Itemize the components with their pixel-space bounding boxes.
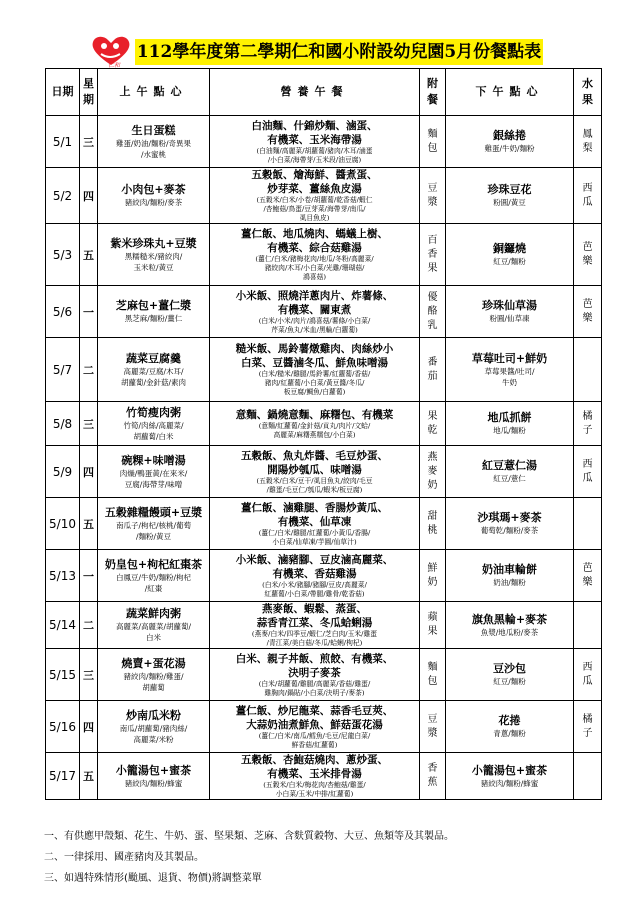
lunch-dishes: 有機菜、仙草凍 bbox=[277, 515, 352, 528]
pm-snack-cell bbox=[446, 402, 574, 446]
pm-snack-name: 沙琪瑪+麥茶 bbox=[477, 511, 542, 524]
lunch-ingredients: /雞蛋/毛豆仁/瓠瓜/蝦米/板豆腐) bbox=[266, 485, 363, 494]
am-snack-ingredients: 豬絞肉/麵粉/雞蛋/ bbox=[123, 671, 184, 681]
side-text: 豆漿 bbox=[427, 182, 438, 208]
weekday-cell: 四 bbox=[80, 168, 98, 224]
am-snack-cell bbox=[98, 338, 210, 402]
pm-snack-cell bbox=[446, 550, 574, 602]
fruit-cell bbox=[574, 446, 602, 498]
lunch-ingredients: (薑仁/白米/雞腿/紅蘿蔔/小黃瓜/香腸/ bbox=[258, 528, 371, 537]
am-snack-ingredients: 肉燥/鴨蛋黃/在來米/ bbox=[119, 468, 188, 478]
pm-snack-cell bbox=[446, 649, 574, 701]
menu-row bbox=[46, 649, 602, 701]
lunch-ingredients: 小白菜/仙草凍/芋圓/仙草汁) bbox=[272, 537, 357, 546]
weekday-cell: 五 bbox=[80, 753, 98, 800]
lunch-dishes: 蒜香青江菜、冬瓜蛤蜊湯 bbox=[256, 617, 373, 629]
pm-snack-cell bbox=[446, 224, 574, 286]
menu-row bbox=[46, 286, 602, 338]
am-snack-ingredients: 黑糯糙米/豬絞肉/ bbox=[124, 251, 183, 261]
lunch-dishes: 有機菜、玉米海帶湯 bbox=[267, 133, 362, 146]
am-snack-cell bbox=[98, 602, 210, 649]
lunch-ingredients: 鴻喜菇) bbox=[302, 273, 327, 281]
notes bbox=[44, 826, 454, 889]
side-text: 香蕉 bbox=[427, 763, 438, 788]
pm-snack-name: 紅豆薏仁湯 bbox=[482, 459, 537, 472]
fruit-cell bbox=[574, 649, 602, 701]
lunch-dishes: 小米飯、滷豬腳、豆皮滷高麗菜、 bbox=[235, 553, 394, 566]
lunch-ingredients: 高麗菜/麻糬燕糯包/小白菜) bbox=[273, 430, 356, 439]
fruit-text: 鳳梨 bbox=[582, 128, 593, 154]
pm-snack-name: 銀絲捲 bbox=[493, 129, 526, 142]
weekday-cell: 四 bbox=[80, 701, 98, 753]
am-snack-ingredients: 胡蘿蔔/金針菇/素肉 bbox=[120, 377, 187, 387]
header-pm-snack: 下午點心 bbox=[446, 69, 574, 116]
am-snack-name: 小肉包+麥茶 bbox=[121, 183, 186, 196]
fruit-text: 西瓜 bbox=[582, 182, 593, 208]
header-am-snack: 上午點心 bbox=[98, 69, 210, 116]
logo-caption: 仁和 bbox=[108, 62, 121, 69]
date-cell: 5/15 bbox=[46, 649, 80, 701]
side-text: 鮮奶 bbox=[427, 562, 438, 588]
lunch-ingredients: (五穀米/白米/梅花肉/杏鮑菇/雞蛋/ bbox=[263, 781, 366, 789]
am-snack-cell bbox=[98, 753, 210, 800]
lunch-cell bbox=[210, 338, 420, 402]
lunch-dishes: 五穀飯、杏鮑菇燒肉、蔥炒蛋、 bbox=[241, 754, 388, 766]
lunch-cell bbox=[210, 224, 420, 286]
lunch-ingredients: (白油麵/高麗菜/胡蘿蔔/豬肉/木耳/滷蛋 bbox=[256, 146, 373, 155]
fruit-cell bbox=[574, 602, 602, 649]
pm-snack-name: 旗魚黑輪+麥茶 bbox=[471, 612, 548, 626]
pm-snack-cell bbox=[446, 753, 574, 800]
pm-snack-ingredients: 奶油/麵粉 bbox=[493, 578, 526, 587]
lunch-ingredients: 芹菜/魚丸/米血/黑輪/白蘿蔔) bbox=[271, 325, 358, 334]
weekday-cell: 三 bbox=[80, 402, 98, 446]
fruit-text: 芭樂 bbox=[582, 298, 593, 324]
weekday-cell: 三 bbox=[80, 649, 98, 701]
weekday-cell: 五 bbox=[80, 224, 98, 286]
am-snack-cell bbox=[98, 498, 210, 550]
am-snack-ingredients: 竹筍/肉絲/高麗菜/ bbox=[123, 420, 184, 430]
fruit-cell bbox=[574, 550, 602, 602]
weekday-cell: 一 bbox=[80, 550, 98, 602]
lunch-cell bbox=[210, 498, 420, 550]
weekday-cell: 一 bbox=[80, 286, 98, 338]
lunch-dishes: 意麵、鍋燒意麵、麻糬包、有機菜 bbox=[235, 408, 394, 421]
pm-snack-ingredients: 牛奶 bbox=[502, 377, 517, 387]
lunch-ingredients: 虱目魚皮) bbox=[299, 214, 330, 222]
lunch-dishes: 五穀飯、燴海鮮、醬煮蛋、 bbox=[251, 169, 378, 181]
side-cell bbox=[420, 446, 446, 498]
lunch-dishes: 白菜、豆醬滷冬瓜、鮮魚味噌湯 bbox=[241, 357, 388, 369]
weekday-cell: 二 bbox=[80, 602, 98, 649]
date-cell: 5/9 bbox=[46, 446, 80, 498]
lunch-ingredients: (薑仁/白米/豬梅花肉/地瓜/冬粉/高麗菜/ bbox=[255, 255, 374, 263]
lunch-ingredients: /小白菜/海帶芽/玉米段/油豆腐) bbox=[267, 155, 362, 164]
side-text: 甜桃 bbox=[427, 510, 438, 536]
pm-snack-ingredients: 雞蛋/牛奶/麵粉 bbox=[484, 144, 535, 153]
pm-snack-ingredients: 葡萄乾/麵粉/麥茶 bbox=[480, 526, 539, 535]
side-cell bbox=[420, 224, 446, 286]
header-row bbox=[46, 69, 602, 116]
am-snack-name: 碗粿+味噌湯 bbox=[121, 453, 186, 467]
lunch-dishes: 開陽炒瓠瓜、味噌湯 bbox=[267, 463, 362, 476]
lunch-dishes: 有機菜、關東煮 bbox=[277, 303, 352, 316]
am-snack-ingredients: 白鳳豆/牛奶/麵粉/枸杞 bbox=[115, 572, 192, 582]
lunch-ingredients: 板豆腐/鯛魚/白蘿蔔) bbox=[283, 388, 346, 396]
note-item: 二、一律採用、國產豬肉及其製品。 bbox=[44, 852, 204, 863]
am-snack-name: 奶皇包+枸杞紅棗茶 bbox=[104, 557, 203, 571]
am-snack-ingredients: 玉米粒/黃豆 bbox=[133, 262, 174, 272]
date-cell: 5/14 bbox=[46, 602, 80, 649]
menu-row bbox=[46, 753, 602, 800]
page-title: 112學年度第二學期仁和國小附設幼兒園5月份餐點表 bbox=[135, 39, 543, 65]
pm-snack-name: 小籠湯包+蜜茶 bbox=[471, 763, 548, 777]
side-text: 優酪乳 bbox=[427, 291, 438, 331]
header-lunch: 營養午餐 bbox=[210, 69, 420, 116]
lunch-cell bbox=[210, 446, 420, 498]
pm-snack-ingredients: 紅豆/麵粉 bbox=[493, 677, 526, 686]
side-cell bbox=[420, 402, 446, 446]
lunch-dishes: 五穀飯、魚丸炸醬、毛豆炒蛋、 bbox=[241, 449, 388, 462]
lunch-cell bbox=[210, 701, 420, 753]
lunch-ingredients: (薑仁/白米/南瓜/鱈魚/毛豆/尼龍白菜/ bbox=[258, 731, 371, 740]
am-snack-name: 蔬菜豆腐羹 bbox=[126, 351, 181, 365]
side-cell bbox=[420, 338, 446, 402]
fruit-text: 芭樂 bbox=[582, 562, 593, 588]
pm-snack-ingredients: 魚漿/地瓜粉/麥茶 bbox=[480, 627, 539, 637]
am-snack-name: 燒賣+蛋花湯 bbox=[121, 656, 186, 670]
pm-snack-cell bbox=[446, 701, 574, 753]
am-snack-ingredients: /水蜜桃 bbox=[140, 149, 167, 159]
note-item: 三、如遇特殊情形(颱風、退貨、物價)將調整菜單 bbox=[44, 873, 262, 884]
pm-snack-cell bbox=[446, 338, 574, 402]
pm-snack-name: 地瓜抓餅 bbox=[487, 411, 532, 424]
lunch-ingredients: (燕麥/白米/四季豆/蝦仁/芝白肉/玉米/雞蛋 bbox=[251, 630, 378, 638]
lunch-ingredients: 小白菜/玉米/中排/紅蘿蔔) bbox=[275, 790, 354, 798]
lunch-dishes: 有機菜、綜合菇雞湯 bbox=[267, 242, 362, 254]
pm-snack-name: 珍珠仙草湯 bbox=[482, 299, 537, 312]
lunch-cell bbox=[210, 550, 420, 602]
note-item: 一、有供應甲殼類、花生、牛奶、蛋、堅果類、芝麻、含麩質穀物、大豆、魚類等及其製品。 bbox=[44, 831, 454, 842]
lunch-cell bbox=[210, 753, 420, 800]
pm-snack-name: 花捲 bbox=[498, 714, 521, 727]
am-snack-ingredients: /麵粉/黃豆 bbox=[135, 531, 172, 541]
header-side: 附餐 bbox=[420, 69, 446, 116]
menu-body bbox=[46, 116, 602, 800]
am-snack-ingredients: 南瓜/胡蘿蔔/豬肉絲/ bbox=[119, 723, 188, 733]
header-date: 日期 bbox=[46, 69, 80, 116]
lunch-dishes: 小米飯、照燒洋蔥肉片、炸薯條、 bbox=[235, 289, 394, 302]
lunch-dishes: 決明子麥茶 bbox=[288, 666, 341, 679]
side-cell bbox=[420, 649, 446, 701]
lunch-ingredients: 紅蘿蔔/小白菜/帶腿/雞骨/乾香菇) bbox=[264, 589, 365, 598]
lunch-ingredients: 豬絞肉/木耳/小白菜/光雞/珊瑚菇/ bbox=[264, 264, 365, 272]
fruit-cell bbox=[574, 286, 602, 338]
pm-snack-ingredients: 粉圓/仙草凍 bbox=[489, 314, 530, 323]
am-snack-cell bbox=[98, 701, 210, 753]
date-cell: 5/6 bbox=[46, 286, 80, 338]
am-snack-cell bbox=[98, 446, 210, 498]
am-snack-cell bbox=[98, 402, 210, 446]
pm-snack-name: 珍珠豆花 bbox=[487, 183, 532, 196]
side-cell bbox=[420, 168, 446, 224]
lunch-dishes: 薑仁飯、滷雞腿、香腸炒黃瓜、 bbox=[241, 501, 388, 514]
fruit-text: 橘子 bbox=[582, 410, 593, 436]
header-fruit: 水果 bbox=[574, 69, 602, 116]
lunch-dishes: 薑仁飯、炒尼龍菜、蒜香毛豆莢、 bbox=[235, 704, 394, 717]
lunch-ingredients: (白米/胡蘿蔔/雞腿/高麗菜/香菇/雞蛋/ bbox=[258, 679, 371, 688]
am-snack-name: 五穀雜糧饅頭+豆漿 bbox=[104, 505, 203, 519]
pm-snack-cell bbox=[446, 116, 574, 168]
school-logo bbox=[90, 34, 132, 68]
date-cell: 5/17 bbox=[46, 753, 80, 800]
am-snack-ingredients: /紅棗 bbox=[144, 583, 163, 593]
am-snack-ingredients: 高麗菜/高麗菜/胡蘿蔔/ bbox=[115, 622, 192, 631]
lunch-cell bbox=[210, 602, 420, 649]
lunch-cell bbox=[210, 286, 420, 338]
fruit-cell bbox=[574, 753, 602, 800]
pm-snack-ingredients: 紅豆/薏仁 bbox=[493, 474, 526, 483]
fruit-cell bbox=[574, 701, 602, 753]
am-snack-ingredients: 高麗菜/豆腐/木耳/ bbox=[123, 366, 184, 376]
menu-row bbox=[46, 602, 602, 649]
am-snack-ingredients: 豆腐/海帶芽/味噌 bbox=[124, 479, 183, 489]
am-snack-name: 炒南瓜米粉 bbox=[126, 708, 181, 722]
date-cell: 5/2 bbox=[46, 168, 80, 224]
pm-snack-ingredients: 豬絞肉/麵粉/蜂蜜 bbox=[480, 778, 539, 788]
menu-row bbox=[46, 498, 602, 550]
am-snack-cell bbox=[98, 116, 210, 168]
am-snack-ingredients: 胡蘿蔔/白米 bbox=[133, 431, 174, 441]
side-text: 麵包 bbox=[427, 128, 438, 154]
lunch-dishes: 炒芽菜、薑絲魚皮湯 bbox=[267, 183, 362, 195]
lunch-ingredients: /杏鮑菇/鳥蛋/豆芽菜/海帶芽/南瓜/ bbox=[263, 205, 366, 213]
am-snack-ingredients: 白米 bbox=[146, 633, 161, 642]
side-cell bbox=[420, 116, 446, 168]
side-text: 蘋果 bbox=[427, 612, 438, 637]
menu-row bbox=[46, 338, 602, 402]
am-snack-name: 竹筍瘦肉粥 bbox=[126, 405, 181, 419]
am-snack-cell bbox=[98, 286, 210, 338]
menu-row bbox=[46, 550, 602, 602]
fruit-text: 芭樂 bbox=[582, 241, 593, 267]
date-cell: 5/1 bbox=[46, 116, 80, 168]
am-snack-name: 紫米珍珠丸+豆漿 bbox=[110, 236, 197, 250]
pm-snack-name: 銅鑼燒 bbox=[493, 242, 526, 255]
side-text: 燕麥奶 bbox=[427, 451, 438, 491]
menu-row bbox=[46, 168, 602, 224]
lunch-ingredients: /青江菜/美白菇/冬瓜/蛤蜊/枸杞) bbox=[266, 639, 363, 647]
side-cell bbox=[420, 286, 446, 338]
am-snack-name: 蔬菜鮮肉粥 bbox=[126, 607, 181, 620]
am-snack-ingredients: 雞蛋/奶油/麵粉/奇異果 bbox=[115, 138, 192, 148]
menu-table bbox=[45, 68, 602, 800]
pm-snack-name: 奶油車輪餅 bbox=[482, 563, 537, 576]
side-text: 豆漿 bbox=[427, 713, 438, 739]
date-cell: 5/16 bbox=[46, 701, 80, 753]
pm-snack-ingredients: 紅豆/麵粉 bbox=[493, 257, 526, 266]
pm-snack-cell bbox=[446, 168, 574, 224]
fruit-cell bbox=[574, 498, 602, 550]
weekday-cell: 四 bbox=[80, 446, 98, 498]
am-snack-ingredients: 豬絞肉/麵粉/麥茶 bbox=[124, 198, 183, 207]
lunch-ingredients: (五穀米/白米/豆干/虱目魚丸/絞肉/毛豆 bbox=[256, 476, 373, 485]
pm-snack-name: 草莓吐司+鮮奶 bbox=[471, 351, 548, 365]
fruit-text: 西瓜 bbox=[582, 661, 593, 687]
side-cell bbox=[420, 498, 446, 550]
lunch-cell bbox=[210, 649, 420, 701]
lunch-dishes: 燕麥飯、蝦鬆、蒸蛋、 bbox=[262, 603, 367, 615]
am-snack-ingredients: 胡蘿蔔 bbox=[142, 682, 165, 692]
pm-snack-ingredients: 地瓜/麵粉 bbox=[493, 426, 526, 435]
fruit-cell bbox=[574, 168, 602, 224]
lunch-cell bbox=[210, 402, 420, 446]
side-text: 百香果 bbox=[427, 234, 438, 274]
pm-snack-ingredients: 青蔥/麵粉 bbox=[493, 729, 526, 738]
pm-snack-cell bbox=[446, 602, 574, 649]
fruit-cell bbox=[574, 224, 602, 286]
lunch-cell bbox=[210, 116, 420, 168]
fruit-cell bbox=[574, 338, 602, 402]
menu-row bbox=[46, 402, 602, 446]
lunch-ingredients: (白米/糙米/雞腿/馬鈴薯/紅蘿蔔/香菇/ bbox=[258, 370, 371, 378]
fruit-text: 橘子 bbox=[582, 713, 593, 739]
menu-row bbox=[46, 701, 602, 753]
header-weekday: 星期 bbox=[80, 69, 98, 116]
fruit-cell bbox=[574, 402, 602, 446]
lunch-dishes: 有機菜、香菇雞湯 bbox=[272, 567, 357, 580]
lunch-dishes: 糙米飯、馬鈴薯燉雞肉、肉絲炒小 bbox=[235, 343, 394, 355]
weekday-cell: 三 bbox=[80, 116, 98, 168]
pm-snack-ingredients: 粉圓/黃豆 bbox=[493, 198, 526, 207]
lunch-dishes: 大蒜奶油煮鮮魚、鮮菇蛋花湯 bbox=[246, 718, 383, 731]
lunch-dishes: 薑仁飯、地瓜燒肉、螞蟻上樹、 bbox=[241, 228, 388, 240]
lunch-ingredients: 豬肉/紅蘿蔔/小白菜/黃豆醬/冬瓜/ bbox=[264, 379, 365, 387]
pm-snack-cell bbox=[446, 446, 574, 498]
am-snack-ingredients: 南瓜子/枸杞/核桃/葡萄 bbox=[115, 520, 192, 530]
date-cell: 5/8 bbox=[46, 402, 80, 446]
am-snack-cell bbox=[98, 224, 210, 286]
date-cell: 5/7 bbox=[46, 338, 80, 402]
lunch-ingredients: 雞胸肉/鍋貼/小白菜/決明子/麥茶) bbox=[264, 688, 365, 697]
pm-snack-cell bbox=[446, 498, 574, 550]
lunch-ingredients: (五穀米/白米/小卷/胡蘿蔔/乾香菇/蝦仁 bbox=[256, 196, 373, 204]
lunch-dishes: 有機菜、玉米排骨湯 bbox=[267, 768, 362, 780]
am-snack-cell bbox=[98, 649, 210, 701]
lunch-cell bbox=[210, 168, 420, 224]
side-cell bbox=[420, 701, 446, 753]
am-snack-name: 小籠湯包+蜜茶 bbox=[115, 763, 192, 777]
weekday-cell: 五 bbox=[80, 498, 98, 550]
lunch-dishes: 白米、親子丼飯、煎餃、有機菜、 bbox=[235, 652, 394, 665]
date-cell: 5/13 bbox=[46, 550, 80, 602]
am-snack-ingredients: 黑芝麻/麵粉/薑仁 bbox=[124, 314, 183, 323]
lunch-ingredients: 鮮香菇/紅蘿蔔) bbox=[291, 740, 338, 749]
pm-snack-cell bbox=[446, 286, 574, 338]
am-snack-name: 生日蛋糕 bbox=[131, 123, 176, 137]
lunch-ingredients: (白米/小米/肉片/鴻喜菇/薯條/小白菜/ bbox=[258, 316, 371, 325]
lunch-ingredients: (白米/小米/豬腳/豬腳/豆皮/高麗菜/ bbox=[262, 580, 367, 589]
menu-row bbox=[46, 446, 602, 498]
menu-row bbox=[46, 224, 602, 286]
am-snack-cell bbox=[98, 168, 210, 224]
lunch-ingredients: (意麵/紅蘿蔔/金針菇/貢丸/肉片/文蛤/ bbox=[258, 421, 371, 430]
am-snack-ingredients: 豬絞肉/麵粉/蜂蜜 bbox=[124, 778, 183, 788]
side-cell bbox=[420, 602, 446, 649]
side-text: 番茄 bbox=[427, 356, 438, 382]
side-text: 麵包 bbox=[427, 661, 438, 687]
date-cell: 5/3 bbox=[46, 224, 80, 286]
pm-snack-name: 豆沙包 bbox=[493, 662, 526, 675]
am-snack-cell bbox=[98, 550, 210, 602]
date-cell: 5/10 bbox=[46, 498, 80, 550]
am-snack-ingredients: 高麗菜/米粉 bbox=[133, 734, 174, 744]
side-cell bbox=[420, 753, 446, 800]
weekday-cell: 二 bbox=[80, 338, 98, 402]
lunch-dishes: 白油麵、什錦炒麵、滷蛋、 bbox=[251, 119, 378, 132]
side-cell bbox=[420, 550, 446, 602]
fruit-cell bbox=[574, 116, 602, 168]
fruit-text: 西瓜 bbox=[582, 458, 593, 484]
am-snack-name: 芝麻包+薑仁漿 bbox=[115, 299, 192, 312]
side-text: 果乾 bbox=[427, 410, 438, 436]
menu-row bbox=[46, 116, 602, 168]
pm-snack-ingredients: 草莓果醬/吐司/ bbox=[484, 366, 535, 376]
